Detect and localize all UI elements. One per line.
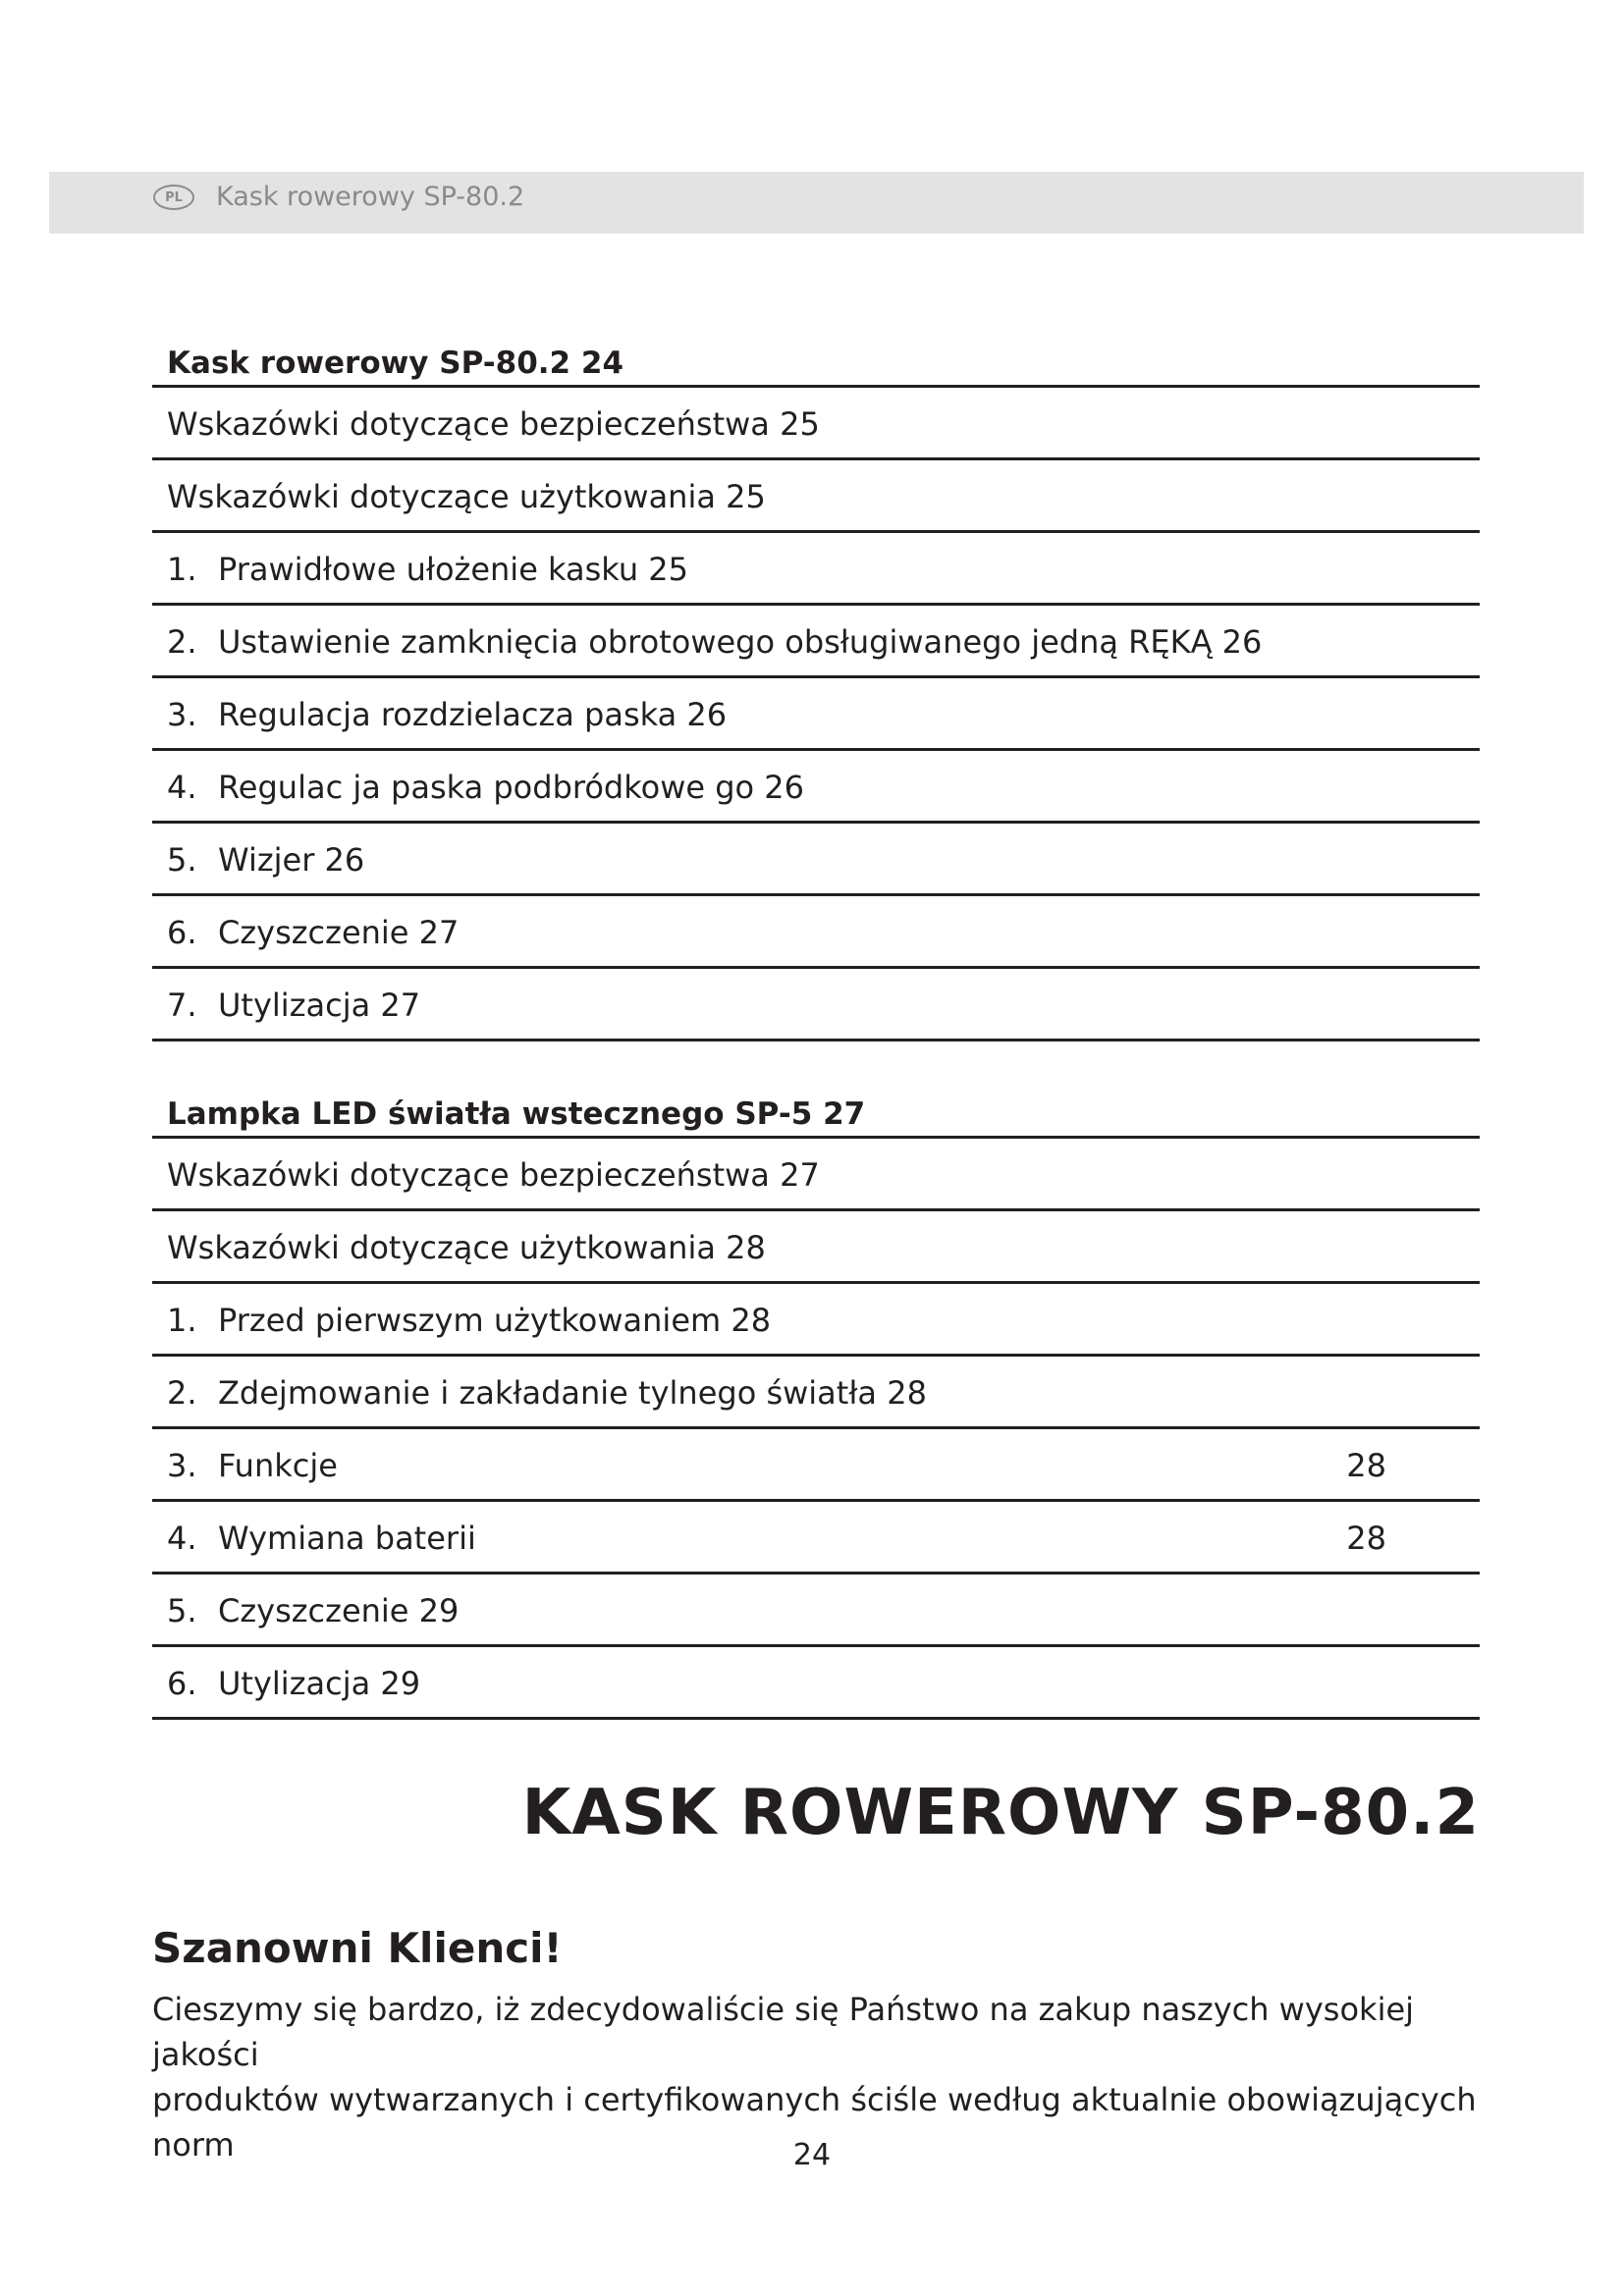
toc-row[interactable] xyxy=(152,678,1480,751)
toc-row[interactable] xyxy=(152,388,1480,460)
toc-text: Utylizacja 27 xyxy=(218,987,421,1024)
toc-text: Czyszczenie 29 xyxy=(218,1592,460,1629)
toc-text: Regulac ja paska podbródkowe go 26 xyxy=(218,769,804,806)
toc-text: Wizjer 26 xyxy=(218,841,365,879)
toc-text: Utylizacja 29 xyxy=(218,1665,421,1702)
toc-num: 3. xyxy=(167,696,197,733)
toc-page-number: 28 xyxy=(1346,1520,1386,1557)
toc-text: Przed pierwszym użytkowaniem 28 xyxy=(218,1302,772,1339)
toc-num: 4. xyxy=(167,1520,197,1557)
toc-row[interactable] xyxy=(152,1284,1480,1357)
toc-text: Zdejmowanie i zakładanie tylnego światła 28 xyxy=(218,1374,927,1412)
toc-row[interactable] xyxy=(152,1575,1480,1647)
toc-row[interactable] xyxy=(152,824,1480,896)
toc-num: 5. xyxy=(167,841,197,879)
toc-row[interactable] xyxy=(152,533,1480,606)
toc-text: Prawidłowe ułożenie kasku 25 xyxy=(218,551,689,588)
toc-row[interactable] xyxy=(152,969,1480,1041)
toc-num: 2. xyxy=(167,1374,197,1412)
toc-row[interactable] xyxy=(152,1357,1480,1429)
toc-num: 7. xyxy=(167,987,197,1024)
section-title: KASK ROWEROWY SP-80.2 xyxy=(521,1777,1480,1849)
toc-text: Regulacja rozdzielacza paska 26 xyxy=(218,696,728,733)
toc-text: Czyszczenie 27 xyxy=(218,914,460,951)
intro-line: produktów wytwarzanych i certyfikowanych ściśle według aktualnie obowiązujących norm xyxy=(152,2081,1477,2163)
toc-row[interactable] xyxy=(152,1139,1480,1211)
toc-section-rear-light xyxy=(152,1090,1480,1720)
toc-num: 1. xyxy=(167,551,197,588)
toc-row[interactable] xyxy=(152,751,1480,824)
toc-text: Funkcje xyxy=(218,1447,338,1484)
toc-row[interactable] xyxy=(152,1647,1480,1720)
toc-num: 1. xyxy=(167,1302,197,1339)
toc-text: Wskazówki dotyczące użytkowania 25 xyxy=(167,478,766,515)
toc-num: 6. xyxy=(167,914,197,951)
toc-row[interactable] xyxy=(152,896,1480,969)
toc-text: Wymiana baterii xyxy=(218,1520,476,1557)
toc-text: Ustawienie zamknięcia obrotowego obsługiwanego jedną RĘKĄ 26 xyxy=(218,623,1263,661)
toc-heading[interactable]: Lampka LED światła wstecznego SP-5 27 xyxy=(152,1090,1480,1139)
toc-num: 3. xyxy=(167,1447,197,1484)
page-number: 24 xyxy=(792,2138,832,2172)
toc-section-helmet xyxy=(152,339,1480,1041)
greeting-heading: Szanowni Klienci! xyxy=(152,1924,563,1972)
toc-page-number: 28 xyxy=(1346,1447,1386,1484)
toc-heading[interactable]: Kask rowerowy SP-80.2 24 xyxy=(152,339,1480,388)
toc-row[interactable] xyxy=(152,460,1480,533)
toc-row[interactable] xyxy=(152,1211,1480,1284)
toc-row[interactable] xyxy=(152,606,1480,678)
toc-row[interactable] xyxy=(152,1429,1480,1502)
page-header xyxy=(49,172,1584,234)
toc-text: Wskazówki dotyczące bezpieczeństwa 25 xyxy=(167,405,820,443)
toc-num: 4. xyxy=(167,769,197,806)
language-badge: PL xyxy=(153,185,194,210)
toc-num: 2. xyxy=(167,623,197,661)
toc-text: Wskazówki dotyczące bezpieczeństwa 27 xyxy=(167,1156,820,1194)
toc-row[interactable] xyxy=(152,1502,1480,1575)
toc-text: Wskazówki dotyczące użytkowania 28 xyxy=(167,1229,766,1266)
toc-num: 6. xyxy=(167,1665,197,1702)
toc-num: 5. xyxy=(167,1592,197,1629)
header-title: Kask rowerowy SP-80.2 xyxy=(216,182,525,212)
intro-line: Cieszymy się bardzo, iż zdecydowaliście się Państwo na zakup naszych wysokiej jakości xyxy=(152,1991,1415,2073)
